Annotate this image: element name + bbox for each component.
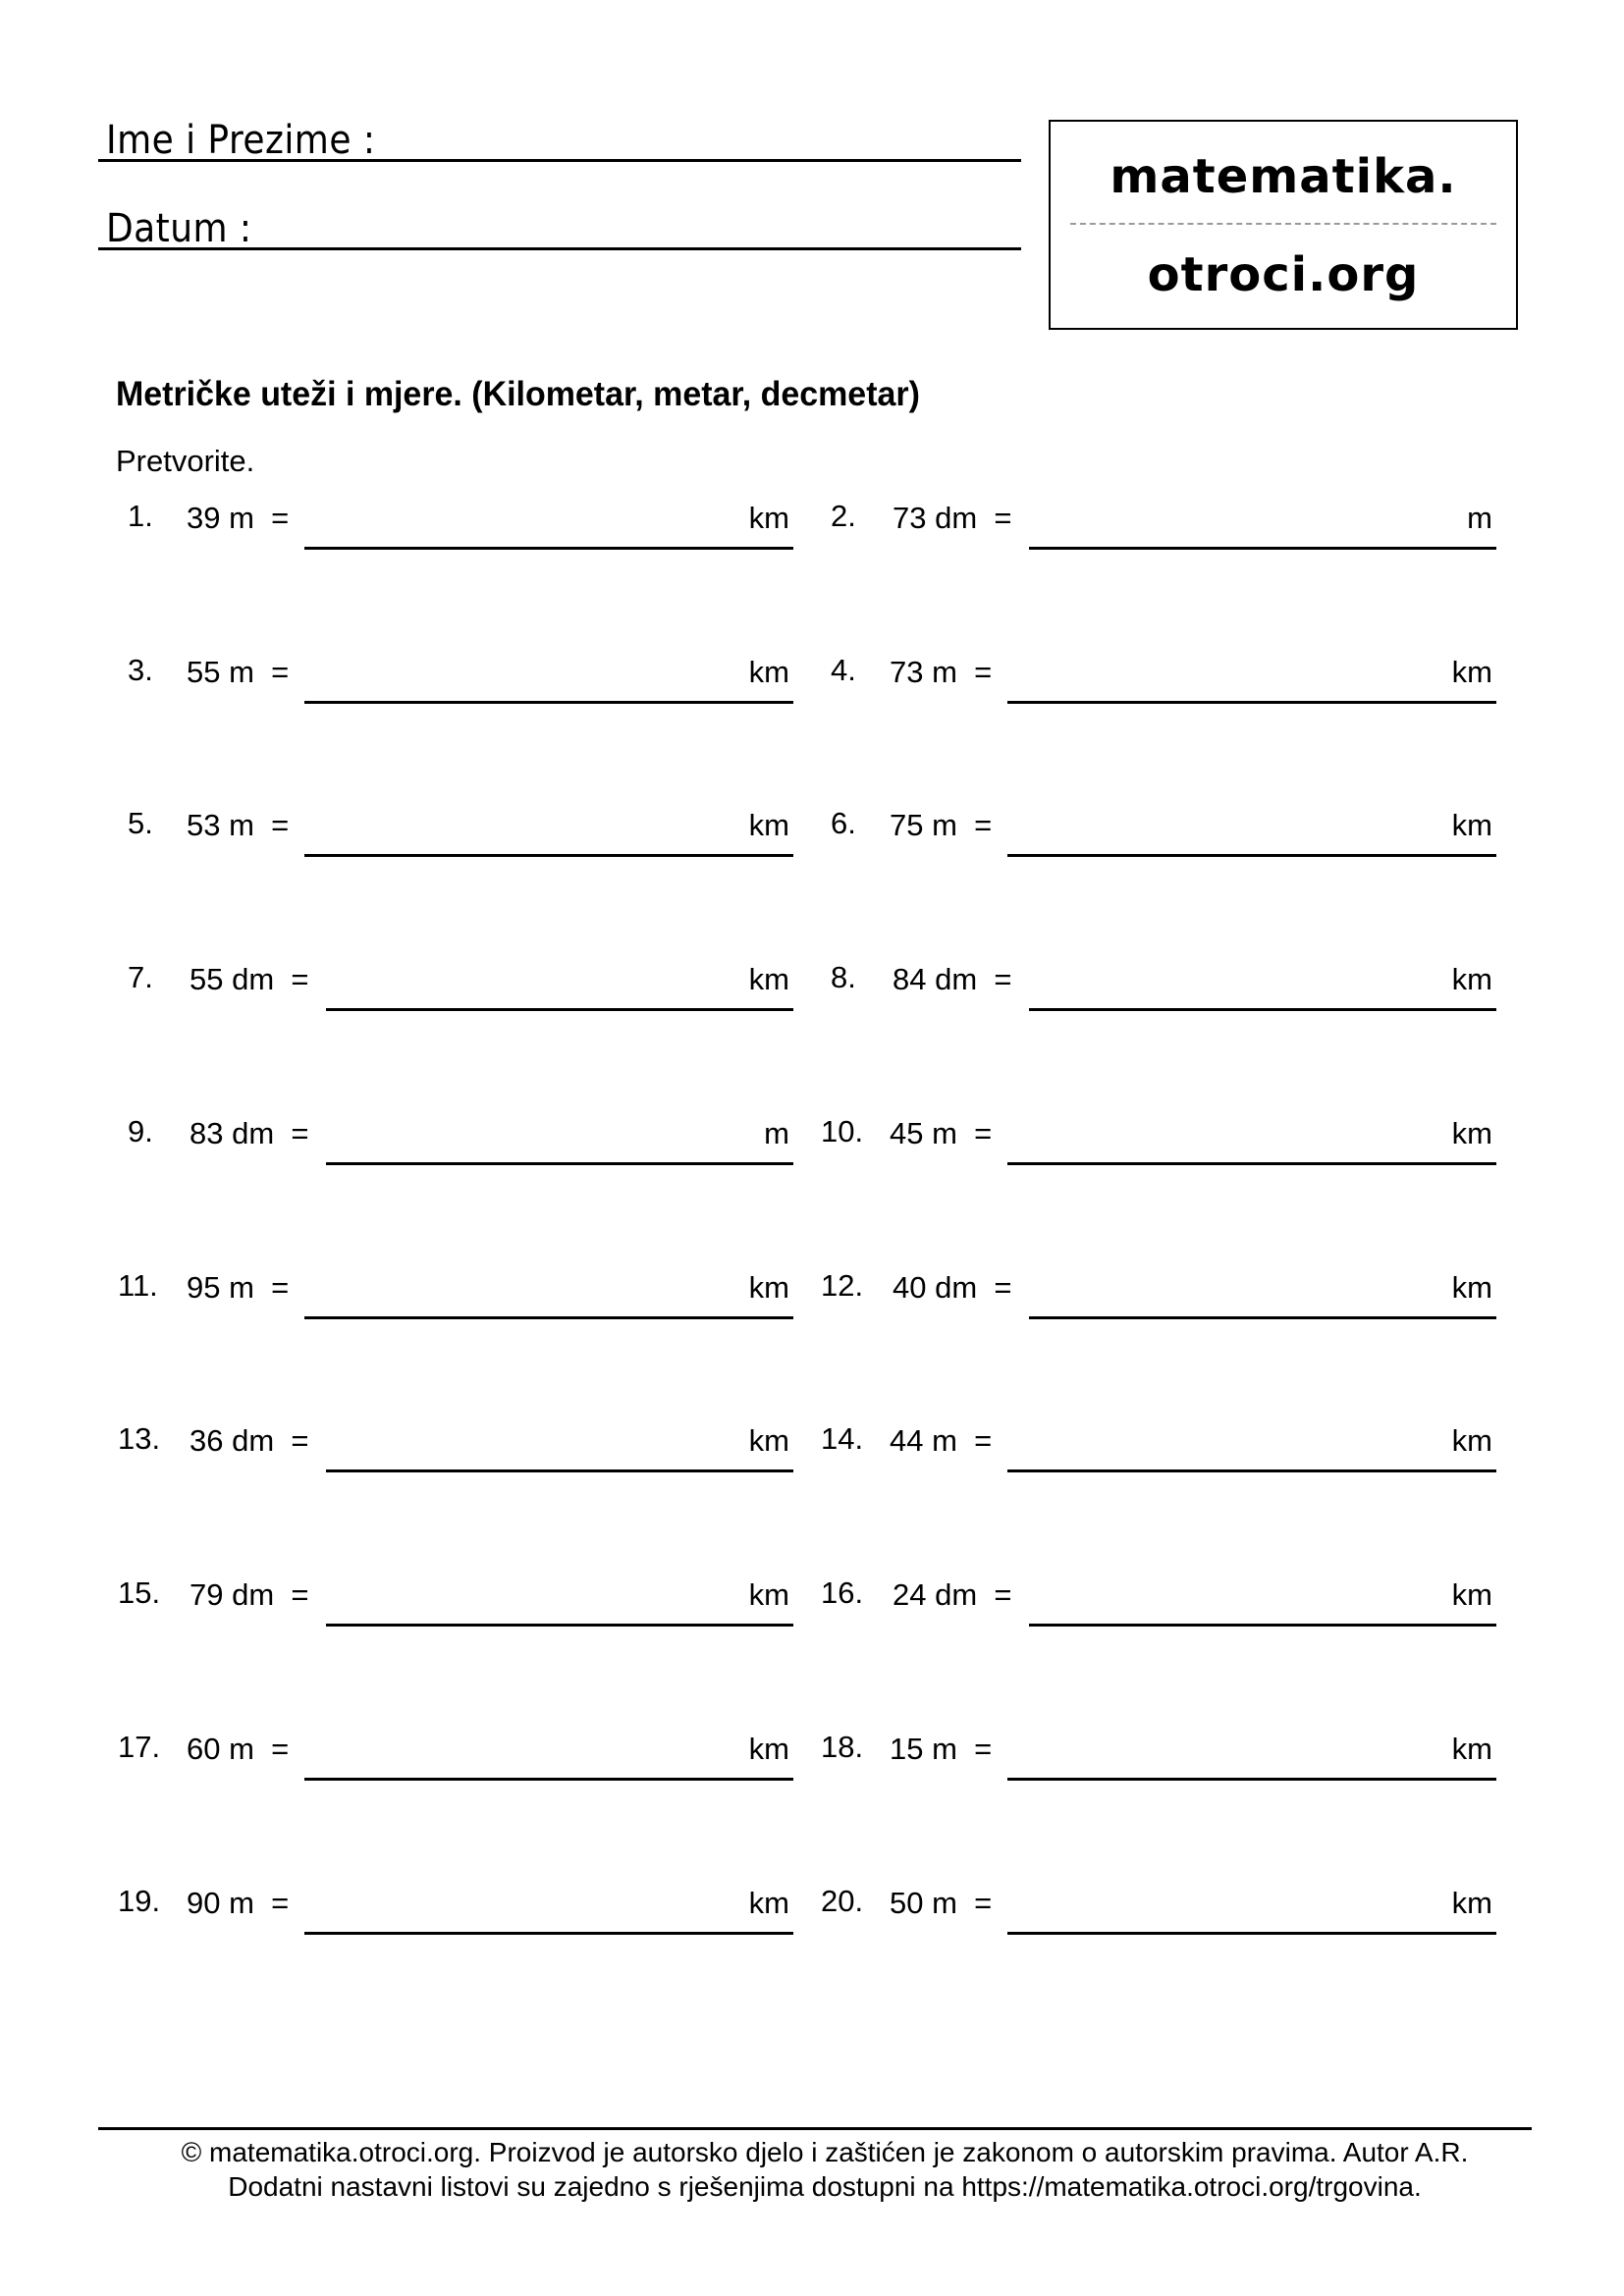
target-unit: m: [764, 1116, 789, 1150]
problem-item: [821, 1722, 1496, 1781]
answer-input[interactable]: [1007, 1775, 1496, 1781]
problem-expression: 60 m =: [187, 1732, 290, 1766]
problem-number: 19.: [118, 1884, 161, 1918]
problem-expression: 39 m =: [187, 501, 290, 535]
answer-input[interactable]: [1029, 1313, 1496, 1319]
target-unit: m: [1467, 501, 1492, 535]
target-unit: km: [1451, 1423, 1492, 1458]
problem-item: [821, 1876, 1496, 1935]
logo-line-2: otroci.org: [1147, 247, 1420, 302]
site-logo: [1049, 120, 1518, 330]
answer-input[interactable]: [304, 1775, 793, 1781]
problem-number: 2.: [831, 499, 856, 533]
problem-number: 12.: [821, 1268, 864, 1303]
target-unit: km: [1451, 1886, 1492, 1920]
problem-number: 7.: [128, 960, 153, 994]
target-unit: km: [1451, 1577, 1492, 1612]
answer-input[interactable]: [1007, 698, 1496, 704]
target-unit: km: [748, 1886, 789, 1920]
problem-number: 4.: [831, 653, 856, 687]
problem-number: 16.: [821, 1575, 864, 1610]
problem-expression: 24 dm =: [893, 1577, 1012, 1612]
problem-number: 14.: [821, 1421, 864, 1456]
answer-input[interactable]: [304, 851, 793, 857]
problem-number: 17.: [118, 1730, 161, 1764]
problem-item: [821, 798, 1496, 857]
problem-expression: 90 m =: [187, 1886, 290, 1920]
target-unit: km: [748, 808, 789, 842]
problem-expression: 44 m =: [890, 1423, 993, 1458]
answer-input[interactable]: [1029, 1005, 1496, 1011]
target-unit: km: [1451, 1732, 1492, 1766]
footer-shop-note: Dodatni nastavni listovi su zajedno s rješenjima dostupni na https://matematika.otroci.org/trgovina.: [228, 2171, 1422, 2202]
target-unit: km: [1451, 1270, 1492, 1305]
problem-expression: 40 dm =: [893, 1270, 1012, 1305]
footer-copyright: © matematika.otroci.org. Proizvod je autorsko djelo i zaštićen je zakonom o autorskim pravima. Autor A.R.: [181, 2137, 1469, 2167]
problem-expression: 73 m =: [890, 655, 993, 689]
problem-expression: 79 dm =: [189, 1577, 309, 1612]
name-label: Ime i Prezime :: [106, 118, 376, 163]
problem-item: [118, 1876, 793, 1935]
problem-number: 18.: [821, 1730, 864, 1764]
problem-item: [118, 491, 793, 550]
problem-item: [118, 1414, 793, 1472]
problem-item: [821, 1260, 1496, 1319]
problem-item: [118, 1722, 793, 1781]
problem-expression: 73 dm =: [893, 501, 1012, 535]
target-unit: km: [1451, 962, 1492, 996]
target-unit: km: [748, 1732, 789, 1766]
target-unit: km: [748, 1423, 789, 1458]
target-unit: km: [1451, 808, 1492, 842]
problem-expression: 50 m =: [890, 1886, 993, 1920]
problem-expression: 83 dm =: [189, 1116, 309, 1150]
answer-input[interactable]: [1007, 1159, 1496, 1165]
problem-number: 10.: [821, 1114, 864, 1148]
answer-input[interactable]: [326, 1005, 793, 1011]
problem-number: 15.: [118, 1575, 161, 1610]
footer-divider: [98, 2127, 1532, 2130]
answer-input[interactable]: [304, 1313, 793, 1319]
target-unit: km: [1451, 1116, 1492, 1150]
answer-input[interactable]: [1007, 1467, 1496, 1472]
problem-item: [118, 798, 793, 857]
answer-input[interactable]: [1029, 544, 1496, 550]
problem-number: 20.: [821, 1884, 864, 1918]
problem-item: [821, 1414, 1496, 1472]
worksheet-instruction: Pretvorite.: [116, 444, 255, 478]
answer-input[interactable]: [1007, 1929, 1496, 1935]
answer-input[interactable]: [326, 1621, 793, 1627]
problem-expression: 53 m =: [187, 808, 290, 842]
problem-expression: 84 dm =: [893, 962, 1012, 996]
problem-item: [118, 1106, 793, 1165]
answer-input[interactable]: [304, 544, 793, 550]
answer-input[interactable]: [304, 1929, 793, 1935]
logo-line-1: matematika.: [1110, 149, 1457, 204]
problem-expression: 75 m =: [890, 808, 993, 842]
date-label: Datum :: [106, 206, 252, 251]
problem-expression: 95 m =: [187, 1270, 290, 1305]
problem-number: 9.: [128, 1114, 153, 1148]
problem-expression: 45 m =: [890, 1116, 993, 1150]
problem-item: [821, 1568, 1496, 1627]
problem-number: 11.: [118, 1268, 158, 1303]
answer-input[interactable]: [326, 1159, 793, 1165]
target-unit: km: [748, 962, 789, 996]
answer-input[interactable]: [326, 1467, 793, 1472]
date-field[interactable]: [98, 198, 1021, 250]
problem-item: [821, 1106, 1496, 1165]
target-unit: km: [748, 1577, 789, 1612]
problem-number: 3.: [128, 653, 153, 687]
problem-expression: 55 dm =: [189, 962, 309, 996]
name-field[interactable]: [98, 110, 1021, 162]
problem-number: 1.: [128, 499, 153, 533]
problem-item: [118, 645, 793, 704]
problem-number: 8.: [831, 960, 856, 994]
target-unit: km: [748, 501, 789, 535]
logo-divider: [1070, 223, 1496, 225]
worksheet-title: Metričke uteži i mjere. (Kilometar, metar, decmetar): [116, 375, 920, 413]
target-unit: km: [748, 655, 789, 689]
answer-input[interactable]: [1007, 851, 1496, 857]
answer-input[interactable]: [1029, 1621, 1496, 1627]
problem-number: 13.: [118, 1421, 161, 1456]
target-unit: km: [1451, 655, 1492, 689]
problem-number: 5.: [128, 806, 153, 840]
problem-item: [118, 952, 793, 1011]
problem-number: 6.: [831, 806, 856, 840]
target-unit: km: [748, 1270, 789, 1305]
problem-item: [118, 1260, 793, 1319]
problem-expression: 55 m =: [187, 655, 290, 689]
problem-item: [118, 1568, 793, 1627]
problem-item: [821, 952, 1496, 1011]
answer-input[interactable]: [304, 698, 793, 704]
problem-expression: 15 m =: [890, 1732, 993, 1766]
problem-item: [821, 491, 1496, 550]
problem-item: [821, 645, 1496, 704]
problem-expression: 36 dm =: [189, 1423, 309, 1458]
